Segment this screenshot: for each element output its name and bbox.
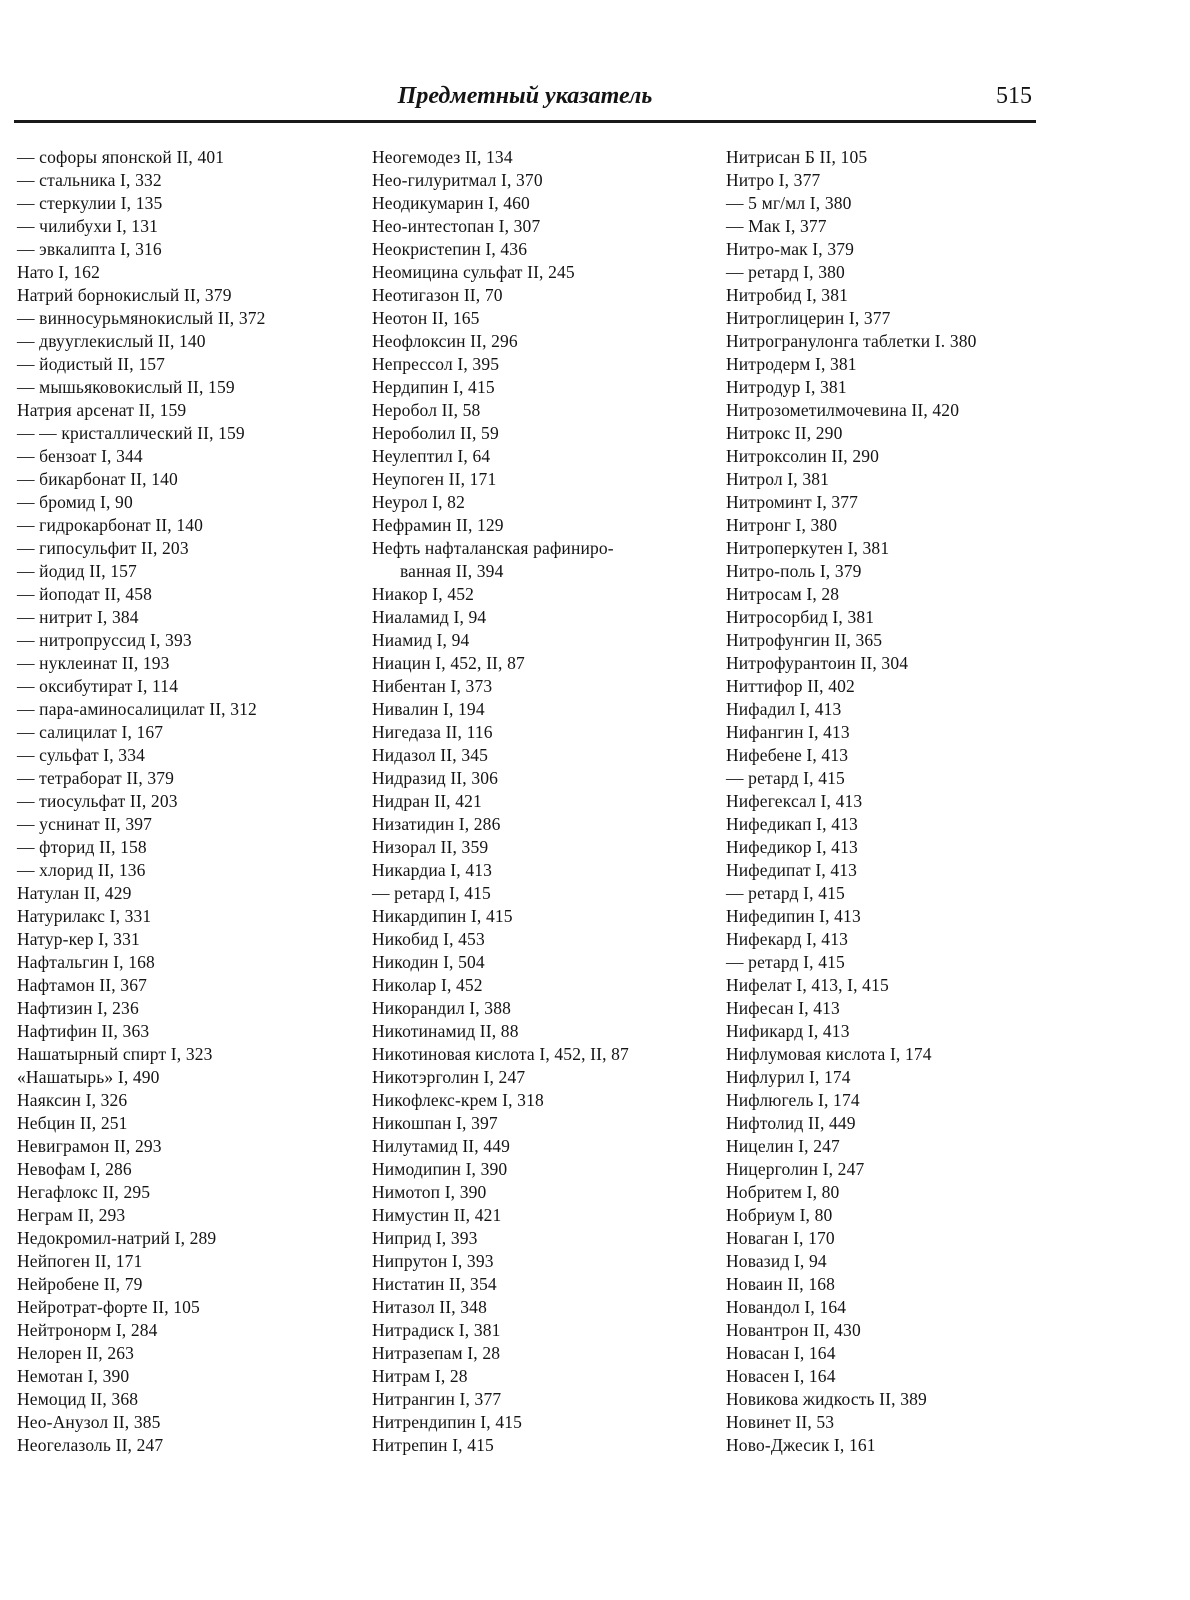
page-number: 515 <box>996 83 1032 109</box>
index-entry: — гидрокарбонат II, 140 <box>17 515 204 535</box>
index-entry: Нитросам I, 28 <box>726 584 840 604</box>
index-entry: Небцин II, 251 <box>17 1113 128 1133</box>
index-entry: «Нашатырь» I, 490 <box>17 1067 160 1087</box>
index-entry: — фторид II, 158 <box>17 837 147 857</box>
index-entry: Нобриум I, 80 <box>726 1205 833 1225</box>
index-entry: — тетраборат II, 379 <box>17 768 175 788</box>
index-entry: Новаин II, 168 <box>726 1274 836 1294</box>
index-entry: Неофлоксин II, 296 <box>372 331 518 351</box>
index-entry: Нифесан I, 413 <box>726 998 840 1018</box>
index-entry: — чилибухи I, 131 <box>17 216 158 236</box>
index-entry: Нитрадиск I, 381 <box>372 1320 501 1340</box>
index-entry: Негафлокс II, 295 <box>17 1182 151 1202</box>
index-entry: Немоцид II, 368 <box>17 1389 139 1409</box>
index-entry: — нитрит I, 384 <box>17 607 139 627</box>
index-entry: Нитродерм I, 381 <box>726 354 857 374</box>
index-entry: Натур-кер I, 331 <box>17 929 140 949</box>
index-entry: Нейпоген II, 171 <box>17 1251 143 1271</box>
index-entry: — мышьяковокислый II, 159 <box>17 377 235 397</box>
index-entry: — 5 мг/мл I, 380 <box>726 193 852 213</box>
index-entry: Нитрокс II, 290 <box>726 423 843 443</box>
index-entry: Низорал II, 359 <box>372 837 489 857</box>
running-title: Предметный указатель <box>397 83 653 109</box>
index-entry: Новаган I, 170 <box>726 1228 835 1248</box>
index-entry: — нуклеинат II, 193 <box>17 653 170 673</box>
index-entry: Нео-гилуритмал I, 370 <box>372 170 543 190</box>
index-entry: — ретард I, 415 <box>726 768 845 788</box>
index-entry: Нитрам I, 28 <box>372 1366 468 1386</box>
page-header <box>14 80 1036 123</box>
index-entry: ванная II, 394 <box>400 561 504 581</box>
index-entry: Нитро I, 377 <box>726 170 821 190</box>
index-entry: Непрессол I, 395 <box>372 354 500 374</box>
index-entry: Нейробене II, 79 <box>17 1274 143 1294</box>
index-entry: Нифлумовая кислота I, 174 <box>726 1044 932 1064</box>
index-entry: Нитроксолин II, 290 <box>726 446 880 466</box>
index-entry: Новинет II, 53 <box>726 1412 835 1432</box>
index-entry: Нимустин II, 421 <box>372 1205 502 1225</box>
index-entry: — уснинат II, 397 <box>17 814 153 834</box>
index-entry: Нашатырный спирт I, 323 <box>17 1044 213 1064</box>
index-entry: Нелорен II, 263 <box>17 1343 135 1363</box>
index-entry: Натулан II, 429 <box>17 883 132 903</box>
index-entry: Неотон II, 165 <box>372 308 480 328</box>
index-entry: Ниприд I, 393 <box>372 1228 478 1248</box>
index-entry: Новасан I, 164 <box>726 1343 836 1363</box>
index-entry: Нобритем I, 80 <box>726 1182 840 1202</box>
index-entry: Новантрон II, 430 <box>726 1320 861 1340</box>
index-entry: Нитрисан Б II, 105 <box>726 147 868 167</box>
index-entry: Никодин I, 504 <box>372 952 485 972</box>
index-entry: Нитроперкутен I, 381 <box>726 538 890 558</box>
index-entry: — салицилат I, 167 <box>17 722 164 742</box>
index-entry: Нейротрат-форте II, 105 <box>17 1297 200 1317</box>
index-entry: Никотэрголин I, 247 <box>372 1067 526 1087</box>
index-entry: — стеркулии I, 135 <box>17 193 163 213</box>
index-entry: Неупоген II, 171 <box>372 469 497 489</box>
index-entry: Нистатин II, 354 <box>372 1274 497 1294</box>
index-entry: Нитазол II, 348 <box>372 1297 487 1317</box>
index-entry: Нефрамин II, 129 <box>372 515 504 535</box>
index-entry: Нафтифин II, 363 <box>17 1021 150 1041</box>
index-entry: — сульфат I, 334 <box>17 745 146 765</box>
index-entry: Никорандил I, 388 <box>372 998 512 1018</box>
index-entry: Ниаламид I, 94 <box>372 607 487 627</box>
index-entry: Ницерголин I, 247 <box>726 1159 865 1179</box>
index-entry: Нифангин I, 413 <box>726 722 850 742</box>
index-entry: Натрия арсенат II, 159 <box>17 400 187 420</box>
index-entry: — ретард I, 415 <box>726 952 845 972</box>
index-entry: Новасен I, 164 <box>726 1366 836 1386</box>
index-entry: — софоры японской II, 401 <box>17 147 225 167</box>
index-entry: Никофлекс-крем I, 318 <box>372 1090 544 1110</box>
index-entry: Нитробид I, 381 <box>726 285 848 305</box>
index-entry: Никошпан I, 397 <box>372 1113 498 1133</box>
index-entry: Нейтронорм I, 284 <box>17 1320 158 1340</box>
index-entry: Нитрофурантоин II, 304 <box>726 653 909 673</box>
index-column-3 <box>726 146 1066 1457</box>
index-entry: Нероболил II, 59 <box>372 423 499 443</box>
index-entry: Нифедипин I, 413 <box>726 906 861 926</box>
index-entry: — бензоат I, 344 <box>17 446 143 466</box>
index-entry: — пара-аминосалицилат II, 312 <box>17 699 257 719</box>
index-entry: Неокристепин I, 436 <box>372 239 528 259</box>
index-entry: — хлорид II, 136 <box>17 860 146 880</box>
index-entry: Ницелин I, 247 <box>726 1136 840 1156</box>
index-entry: Новандол I, 164 <box>726 1297 847 1317</box>
index-entry: Неурол I, 82 <box>372 492 465 512</box>
index-entry: — бромид I, 90 <box>17 492 133 512</box>
index-entry: Нитронг I, 380 <box>726 515 838 535</box>
index-entry: — бикарбонат II, 140 <box>17 469 178 489</box>
index-entry: Нимотоп I, 390 <box>372 1182 487 1202</box>
index-entry: Нимодипин I, 390 <box>372 1159 508 1179</box>
index-entry: Нидазол II, 345 <box>372 745 489 765</box>
index-entry: Ниакор I, 452 <box>372 584 475 604</box>
index-entry: Нифедикор I, 413 <box>726 837 858 857</box>
index-entry: Нитрангин I, 377 <box>372 1389 502 1409</box>
index-entry: Неробол II, 58 <box>372 400 481 420</box>
index-entry: Нео-Анузол II, 385 <box>17 1412 161 1432</box>
index-entry: Неомицина сульфат II, 245 <box>372 262 575 282</box>
index-entry: Нитро-мак I, 379 <box>726 239 855 259</box>
index-entry: Нифедипат I, 413 <box>726 860 858 880</box>
index-entry: Нифебене I, 413 <box>726 745 849 765</box>
index-entry: Нифадил I, 413 <box>726 699 842 719</box>
index-entry: — йодид II, 157 <box>17 561 137 581</box>
index-entry: Недокромил-натрий I, 289 <box>17 1228 217 1248</box>
index-entry: — винносурьмянокислый II, 372 <box>17 308 266 328</box>
index-entry: Натрий борнокислый II, 379 <box>17 285 232 305</box>
index-entry: Нифегексал I, 413 <box>726 791 863 811</box>
index-entry: Нитрендипин I, 415 <box>372 1412 523 1432</box>
index-entry: Никотинамид II, 88 <box>372 1021 519 1041</box>
index-entry: Ниттифор II, 402 <box>726 676 855 696</box>
index-entry: — нитропруссид I, 393 <box>17 630 192 650</box>
index-entry: Никотиновая кислота I, 452, II, 87 <box>372 1044 629 1064</box>
index-entry: Нифекард I, 413 <box>726 929 848 949</box>
index-entry: Неграм II, 293 <box>17 1205 126 1225</box>
index-entry: — эвкалипта I, 316 <box>17 239 162 259</box>
index-entry: Немотан I, 390 <box>17 1366 130 1386</box>
index-entry: Нифтолид II, 449 <box>726 1113 856 1133</box>
index-entry: Нидран II, 421 <box>372 791 482 811</box>
index-entry: Нипрутон I, 393 <box>372 1251 494 1271</box>
index-entry: — йодистый II, 157 <box>17 354 166 374</box>
index-entry: Нидразид II, 306 <box>372 768 499 788</box>
index-entry: Нео-интестопан I, 307 <box>372 216 541 236</box>
index-entry: — Мак I, 377 <box>726 216 827 236</box>
index-entry: — йоподат II, 458 <box>17 584 153 604</box>
index-entry: Неулептил I, 64 <box>372 446 491 466</box>
index-entry: Неотигазон II, 70 <box>372 285 503 305</box>
index-entry: — ретард I, 415 <box>372 883 491 903</box>
index-entry: — двууглекислый II, 140 <box>17 331 206 351</box>
index-entry: Никобид I, 453 <box>372 929 485 949</box>
index-entry: Нитрепин I, 415 <box>372 1435 494 1455</box>
index-entry: Наяксин I, 326 <box>17 1090 128 1110</box>
index-entry: Невиграмон II, 293 <box>17 1136 162 1156</box>
index-entry: Ниацин I, 452, II, 87 <box>372 653 525 673</box>
index-entry: Никардипин I, 415 <box>372 906 513 926</box>
index-entry: Нитроглицерин I, 377 <box>726 308 891 328</box>
index-entry: Нефть нафталанская рафиниро- <box>372 538 614 558</box>
index-entry: Нитроминт I, 377 <box>726 492 859 512</box>
index-entry: — тиосульфат II, 203 <box>17 791 178 811</box>
index-entry: Николар I, 452 <box>372 975 483 995</box>
index-entry: Нердипин I, 415 <box>372 377 495 397</box>
index-entry: Низатидин I, 286 <box>372 814 501 834</box>
index-entry: — ретард I, 380 <box>726 262 845 282</box>
index-entry: — гипосульфит II, 203 <box>17 538 189 558</box>
index-entry: — оксибутират I, 114 <box>17 676 179 696</box>
index-entry: Нитразепам I, 28 <box>372 1343 501 1363</box>
index-entry: Нитрофунгин II, 365 <box>726 630 883 650</box>
index-entry: Нитрогранулонга таблетки I. 380 <box>726 331 977 351</box>
index-entry: Неогемодез II, 134 <box>372 147 513 167</box>
index-entry: Нификард I, 413 <box>726 1021 850 1041</box>
index-entry: Нибентан I, 373 <box>372 676 493 696</box>
index-entry: Нафтизин I, 236 <box>17 998 139 1018</box>
index-entry: Ниамид I, 94 <box>372 630 470 650</box>
index-entry: Нитро-поль I, 379 <box>726 561 862 581</box>
index-entry: Нитродур I, 381 <box>726 377 847 397</box>
index-entry: Нифелат I, 413, I, 415 <box>726 975 889 995</box>
index-column-1 <box>17 146 357 1457</box>
index-column-2 <box>372 146 712 1457</box>
index-entry: Нато I, 162 <box>17 262 100 282</box>
index-entry: Новикова жидкость II, 389 <box>726 1389 927 1409</box>
index-entry: Никардиа I, 413 <box>372 860 493 880</box>
index-entry: Нилутамид II, 449 <box>372 1136 511 1156</box>
index-entry: — стальника I, 332 <box>17 170 162 190</box>
index-entry: Нафтамон II, 367 <box>17 975 147 995</box>
index-entry: Нитрол I, 381 <box>726 469 830 489</box>
index-entry: Нивалин I, 194 <box>372 699 485 719</box>
index-entry: Натурилакс I, 331 <box>17 906 152 926</box>
index-entry: Нитрозометилмочевина II, 420 <box>726 400 960 420</box>
index-entry: — ретард I, 415 <box>726 883 845 903</box>
index-entry: Нитросорбид I, 381 <box>726 607 875 627</box>
index-entry: Нафтальгин I, 168 <box>17 952 155 972</box>
index-entry: — — кристаллический II, 159 <box>17 423 245 443</box>
index-entry: Неогелазоль II, 247 <box>17 1435 164 1455</box>
index-entry: Нифлюгель I, 174 <box>726 1090 860 1110</box>
index-entry: Новазид I, 94 <box>726 1251 827 1271</box>
index-entry: Нигедаза II, 116 <box>372 722 493 742</box>
index-entry: Ново-Джесик I, 161 <box>726 1435 876 1455</box>
index-entry: Нифлурил I, 174 <box>726 1067 851 1087</box>
index-entry: Неодикумарин I, 460 <box>372 193 530 213</box>
index-entry: Нифедикап I, 413 <box>726 814 858 834</box>
index-entry: Невофам I, 286 <box>17 1159 132 1179</box>
